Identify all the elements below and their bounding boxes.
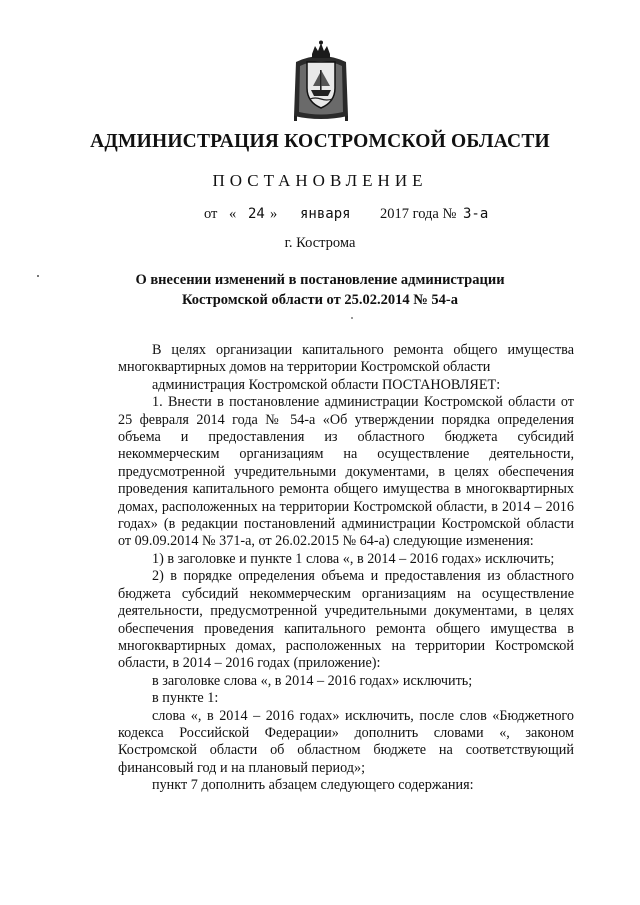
coat-of-arms-icon [290, 40, 352, 122]
date-month: января [300, 206, 351, 222]
paragraph-resolves: администрация Костромской области ПОСТАНОВЛЯЕТ: [152, 376, 501, 393]
scan-dot [351, 317, 353, 319]
paragraph-words-change: слова «, в 2014 – 2016 годах» исключить, после слов «Бюджетного кодекса Российской Федерации» дополнить словами «, законом Костромской области об областном бюджете на соответствующий финансовый год и на плановый период»; [118, 707, 574, 776]
paragraph-item-1: 1. Внести в постановление администрации Костромской области от 25 февраля 2014 года № 54-а «Об утверждении порядка определения объема и предоставления из областного бюджета субсидий некоммерческим организациям на осуществление деятельности, предусмотренной учредительными документами, в целях обеспечения проведения капитального ремонта общего имущества в многоквартирных домах, расположенных на территории Костромской области, в 2014 – 2016 годах» (в редакции постановлений администрации Костромской области от 09.09.2014 № 371-а, от 26.02.2015 № 64-а) следующие изменения: [118, 394, 574, 550]
date-open-quote: « [229, 206, 237, 222]
document-title [0, 270, 640, 310]
paragraph-subitem-1: 1) в заголовке и пункте 1 слова «, в 2014 – 2016 годах» исключить; [152, 550, 555, 567]
city-name: г. Кострома [284, 235, 356, 251]
date-year: 2017 года № [380, 206, 457, 222]
title-line-2: Костромской области от 25.02.2014 № 54-а [181, 292, 459, 308]
date-close-quote: » [270, 206, 278, 222]
organization-heading: АДМИНИСТРАЦИЯ КОСТРОМСКОЙ ОБЛАСТИ [90, 131, 550, 152]
title-line-1: О внесении изменений в постановление администрации [135, 272, 505, 288]
paragraph-heading-change: в заголовке слова «, в 2014 – 2016 годах» исключить; [152, 672, 473, 689]
paragraph-point-1: в пункте 1: [152, 690, 219, 707]
paragraph-preamble: В целях организации капитального ремонта общего имущества многоквартирных домов на территории Костромской области [118, 342, 574, 376]
paragraph-point-7: пункт 7 дополнить абзацем следующего содержания: [152, 777, 474, 794]
document-type: ПОСТАНОВЛЕНИЕ [212, 171, 428, 190]
document-body [118, 342, 574, 795]
paragraph-subitem-2: 2) в порядке определения объема и предоставления из областного бюджета субсидий некоммерческим организациям на осуществление деятельности, предусмотренной учредительными документами, в целях обеспечения проведения капитального ремонта общего имущества в многоквартирных домах, расположенных на территории Костромской области, в 2014 – 2016 годах (приложение): [118, 568, 574, 672]
date-prefix: от [204, 206, 218, 222]
margin-mark [37, 275, 39, 277]
date-day: 24 [248, 206, 265, 222]
document-number: 3-а [463, 206, 489, 222]
